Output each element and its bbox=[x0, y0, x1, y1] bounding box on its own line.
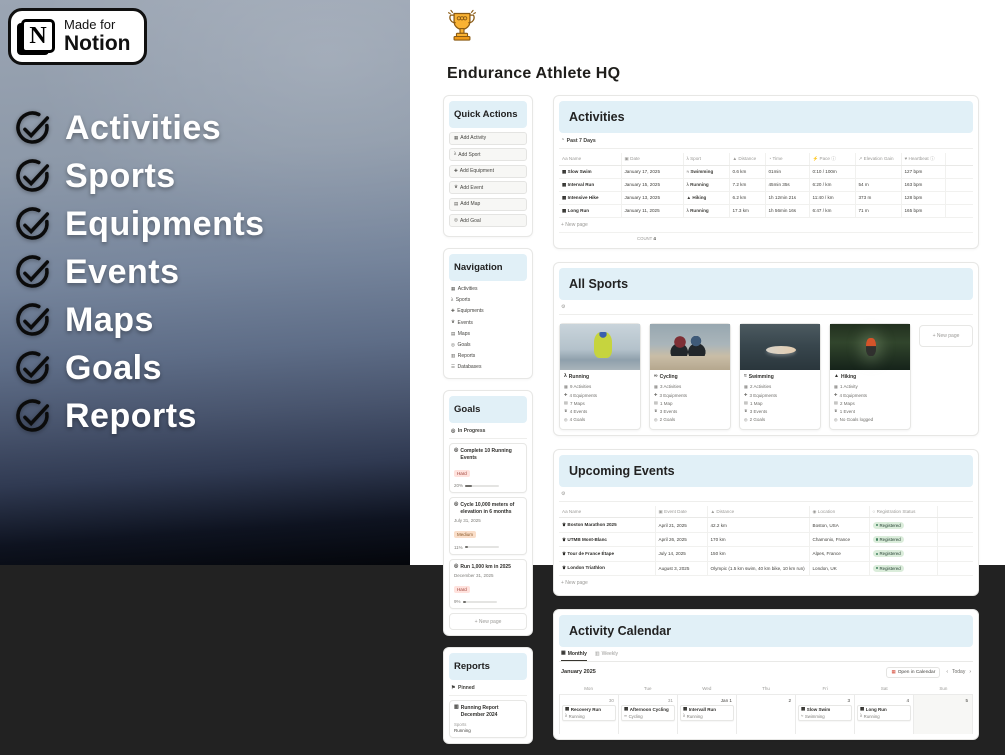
trophy-icon: ♛ bbox=[744, 408, 748, 414]
nav-link-equipments[interactable]: ✚ Equipments bbox=[451, 308, 484, 315]
running-icon: λ bbox=[860, 712, 863, 718]
calendar-event[interactable]: ▦ Afternoon Cycling ∞ Cycling bbox=[621, 705, 675, 721]
equipment-icon: ✚ bbox=[454, 167, 458, 173]
calendar-icon: ▣ bbox=[658, 508, 663, 514]
sport-card-swimming[interactable]: ≈ Swimming ▦ 2 Activities ✚ 3 Equipments ▤ 1 Map ♛ 3 Events ◎ 2 Goals bbox=[739, 323, 821, 430]
trophy-icon: ♛ bbox=[562, 522, 567, 528]
sport-card-cycling[interactable]: ∞ Cycling ▦ 3 Activities ✚ 3 Equipments ▤ 1 Map ♛ 3 Events ◎ 2 Goals bbox=[649, 323, 731, 430]
green-dot-icon bbox=[876, 567, 879, 570]
trophy-page-icon bbox=[443, 8, 481, 46]
calendar-header: Activity Calendar bbox=[559, 615, 973, 647]
swimming-icon: ≈ bbox=[801, 712, 804, 718]
goal-icon: ◎ bbox=[744, 416, 748, 422]
sport-icon: λ bbox=[451, 297, 454, 303]
report-card[interactable]: ▥ Running Report December 2024 Sports Running bbox=[449, 700, 527, 738]
calendar-event[interactable]: ▦ Intervall Run λ Running bbox=[680, 705, 734, 721]
sports-new-page-button[interactable]: + New page bbox=[919, 325, 973, 347]
elevation-icon: ↗ bbox=[858, 156, 863, 162]
progress-bar bbox=[465, 546, 499, 548]
calendar-event[interactable]: ▦ Long Run λ Running bbox=[857, 705, 911, 721]
goal-card[interactable]: ◎ Complete 10 Running Events Hard 20% bbox=[449, 443, 527, 493]
page-title: Endurance Athlete HQ bbox=[447, 65, 621, 82]
calendar-event[interactable]: ▦ Recovery Run λ Running bbox=[562, 705, 616, 721]
feature-label: Sports bbox=[65, 157, 176, 195]
report-icon: ▥ bbox=[451, 352, 456, 358]
equipment-icon: ✚ bbox=[564, 392, 568, 398]
activity-page-icon: ▦ bbox=[562, 182, 567, 188]
tab-weekly[interactable]: ▥ Weekly bbox=[594, 650, 618, 658]
calendar-event[interactable]: ▦ Slow Swim ≈ Swimming bbox=[798, 705, 852, 721]
goal-due-date: December 31, 2025 bbox=[454, 572, 494, 578]
swimming-photo bbox=[740, 324, 820, 370]
check-circle-icon bbox=[14, 350, 51, 387]
clock-icon: ◔ bbox=[561, 137, 565, 144]
next-month-button[interactable]: › bbox=[969, 669, 971, 676]
goal-card[interactable]: ◎ Run 1,000 km in 2025 December 31, 2025 Hard 9% bbox=[449, 559, 527, 610]
activities-table bbox=[559, 153, 973, 218]
calendar-icon: ▣ bbox=[624, 156, 629, 162]
nav-link-databases[interactable]: ☰ Databases bbox=[451, 364, 482, 371]
badge-line2: Notion bbox=[64, 31, 131, 55]
nav-link-reports[interactable]: ▥ Reports bbox=[451, 352, 476, 360]
upcoming-events-section bbox=[553, 449, 979, 596]
goal-icon: ◎ bbox=[454, 562, 459, 569]
calendar-day-2[interactable]: 2 bbox=[737, 695, 796, 734]
check-circle-icon bbox=[14, 206, 51, 243]
nav-link-goals[interactable]: ◎ Goals bbox=[451, 341, 471, 349]
all-sports-section bbox=[553, 262, 979, 436]
sport-icon: λ bbox=[686, 156, 689, 162]
activity-page-icon: ▦ bbox=[562, 208, 567, 214]
activity-row[interactable]: ▦ Slow Swim January 17, 2025 ≈ Swimming 0.6 km 01min 0:10 / 100m 127 bpm bbox=[559, 166, 973, 179]
progress-bar bbox=[463, 601, 497, 603]
difficulty-tag: Hard bbox=[454, 586, 470, 593]
sport-card-running[interactable]: λ Running ▦ 9 Activities ✚ 4 Equipments ▤ 7 Maps ♛ 4 Events ◎ 4 Goals bbox=[559, 323, 641, 430]
calendar-icon: ▥ bbox=[594, 650, 600, 657]
heartbeat-icon: ♥ bbox=[904, 156, 908, 161]
quick-actions-header: Quick Actions bbox=[449, 101, 527, 128]
feature-label: Maps bbox=[65, 301, 154, 339]
goals-new-page-button[interactable]: + New page bbox=[449, 613, 527, 630]
status-icon: ○ bbox=[872, 508, 876, 514]
activity-icon: ▦ bbox=[451, 285, 456, 291]
activity-icon: ▦ bbox=[564, 383, 568, 389]
add-activity-button[interactable]: ▦ Add Activity bbox=[449, 132, 527, 145]
open-in-calendar-button[interactable]: ▦ Open in Calendar bbox=[886, 667, 940, 678]
add-event-button[interactable]: ♛ Add Event bbox=[449, 181, 527, 194]
goal-icon: ◎ bbox=[654, 416, 658, 422]
feature-label: Events bbox=[65, 253, 180, 291]
notion-logo: N bbox=[21, 19, 55, 53]
navigation-header: Navigation bbox=[449, 254, 527, 281]
all-sports-header: All Sports bbox=[559, 268, 973, 300]
weekday-row: Mon Tue Wed Thu Fri Sat Sun bbox=[584, 685, 948, 691]
swimming-icon: ≈ bbox=[744, 373, 747, 380]
check-circle-icon bbox=[14, 302, 51, 339]
equipment-icon: ✚ bbox=[451, 308, 455, 314]
cycling-icon: ∞ bbox=[624, 712, 628, 718]
activities-header: Activities bbox=[559, 101, 973, 133]
map-icon: ▤ bbox=[451, 330, 456, 336]
feature-sports bbox=[14, 158, 265, 195]
goal-icon: ◎ bbox=[454, 447, 459, 453]
trophy-icon: ♛ bbox=[454, 184, 459, 190]
activities-filter-past7days[interactable]: ◔ Past 7 Days bbox=[559, 133, 973, 149]
cycling-icon: ∞ bbox=[654, 373, 658, 380]
equipment-icon: ✚ bbox=[834, 392, 838, 398]
feature-reports bbox=[14, 398, 265, 435]
feature-label: Goals bbox=[65, 349, 162, 387]
sport-card-hiking[interactable]: ▲ Hiking ▦ 1 Activity ✚ 4 Equipments ▤ 2 Maps ♛ 1 Event ◎ No Goals logged bbox=[829, 323, 911, 430]
goal-progress: 11% bbox=[454, 545, 522, 550]
calendar-day-31[interactable]: 31 ▦ Afternoon Cycling ∞ Cycling bbox=[619, 695, 678, 734]
gear-icon: ⚙ bbox=[561, 490, 566, 497]
calendar-tabs bbox=[559, 647, 973, 662]
map-icon: ▤ bbox=[744, 400, 748, 406]
calendar-toolbar bbox=[559, 662, 973, 683]
running-icon: λ bbox=[686, 182, 689, 188]
trophy-icon: ♛ bbox=[451, 319, 456, 325]
sport-icon: λ bbox=[454, 151, 457, 157]
trophy-icon: ♛ bbox=[562, 565, 567, 571]
text-type-icon: Aa bbox=[562, 508, 568, 514]
progress-bar bbox=[465, 485, 499, 487]
activity-row[interactable]: ▦ Interval Run January 15, 2025 λ Running 7.2 km 45min 35s 6:20 / km 54 m 163 bpm bbox=[559, 178, 973, 191]
activity-icon: ▦ bbox=[834, 383, 838, 389]
activity-page-icon: ▦ bbox=[562, 195, 567, 201]
database-icon: ☰ bbox=[451, 364, 456, 370]
goal-due-date: July 31, 2025 bbox=[454, 518, 481, 523]
text-type-icon: Aa bbox=[562, 156, 568, 162]
map-icon: ▤ bbox=[564, 400, 568, 406]
activities-table-header[interactable]: Aa Name ▣ Date λ Sport ▲ Distance ◔ Time ⚡ Pace ⓘ ↗ Elevation Gain ♥ Heartbeat ⓘ bbox=[559, 153, 973, 166]
feature-label: Reports bbox=[65, 397, 197, 435]
feature-goals bbox=[14, 350, 265, 387]
difficulty-tag: Hard bbox=[454, 470, 470, 477]
hiking-icon: ▲ bbox=[834, 373, 839, 380]
activity-icon: ▦ bbox=[744, 383, 748, 389]
difficulty-tag: Medium bbox=[454, 531, 476, 538]
activity-row[interactable]: ▦ Long Run January 11, 2025 λ Running 17.3 km 1h 56min 16s 6:47 / km 71 m 165 bpm bbox=[559, 204, 973, 217]
nav-link-events[interactable]: ♛ Events bbox=[451, 319, 473, 326]
activity-page-icon: ▦ bbox=[624, 706, 629, 712]
event-row[interactable]: ♛ Boston Marathon 2025 April 21, 2025 42.2 km Boston, USA Registered bbox=[559, 518, 973, 532]
trophy-icon: ♛ bbox=[562, 536, 567, 542]
goal-icon: ◎ bbox=[834, 416, 838, 422]
add-sport-button[interactable]: λ Add Sport bbox=[449, 148, 527, 161]
location-icon: ◉ bbox=[812, 508, 817, 514]
add-goal-button[interactable]: ◎ Add Goal bbox=[449, 214, 527, 227]
distance-icon: ▲ bbox=[710, 508, 716, 514]
check-circle-icon bbox=[14, 254, 51, 291]
report-icon: ▥ bbox=[454, 704, 459, 711]
distance-icon: ▲ bbox=[732, 156, 738, 162]
red-calendar-icon: ▦ bbox=[891, 669, 896, 675]
running-icon: λ bbox=[686, 208, 689, 214]
calendar-icon: ▦ bbox=[561, 650, 566, 657]
pin-icon: ⚑ bbox=[451, 684, 456, 691]
tab-monthly[interactable]: ▦ Monthly bbox=[561, 651, 587, 661]
gear-icon: ⚙ bbox=[561, 303, 566, 310]
cycling-photo bbox=[650, 324, 730, 370]
today-button[interactable]: Today bbox=[951, 669, 966, 676]
time-icon: ◔ bbox=[768, 156, 772, 162]
goals-header: Goals bbox=[449, 396, 527, 423]
hero-photo-panel bbox=[0, 0, 410, 565]
add-map-button[interactable]: ▤ Add Map bbox=[449, 198, 527, 211]
registered-badge: Registered bbox=[873, 565, 904, 572]
activities-count[interactable]: COUNT 4 bbox=[637, 235, 656, 241]
calendar-day-5[interactable]: 5 bbox=[914, 695, 973, 734]
goal-icon: ◎ bbox=[451, 427, 456, 434]
goals-filter-in-progress[interactable]: ◎ In Progress bbox=[449, 423, 527, 439]
running-photo bbox=[560, 324, 640, 370]
events-settings[interactable] bbox=[559, 487, 973, 502]
goal-icon: ◎ bbox=[454, 501, 459, 507]
feature-list bbox=[14, 110, 265, 446]
equipment-icon: ✚ bbox=[744, 392, 748, 398]
pace-icon: ⚡ bbox=[812, 156, 819, 161]
calendar-day-jan1[interactable]: Jan 1 ▦ Intervall Run λ Running bbox=[678, 695, 737, 734]
trophy-icon: ♛ bbox=[654, 408, 658, 414]
registered-badge: Registered bbox=[873, 536, 904, 543]
calendar-day-30[interactable]: 30 ▦ Recovery Run λ Running bbox=[559, 695, 619, 734]
feature-equipments bbox=[14, 206, 265, 243]
running-icon: λ bbox=[683, 712, 686, 718]
navigation-section bbox=[443, 248, 533, 380]
calendar-day-3[interactable]: 3 ▦ Slow Swim ≈ Swimming bbox=[796, 695, 855, 734]
reports-filter-pinned[interactable]: ⚑ Pinned bbox=[449, 680, 527, 696]
events-table bbox=[559, 506, 973, 576]
reports-section bbox=[443, 647, 533, 744]
map-icon: ▤ bbox=[654, 400, 658, 406]
feature-events bbox=[14, 254, 265, 291]
sports-gallery bbox=[559, 319, 973, 430]
event-row[interactable]: ♛ Tour de France Étape July 14, 2025 150 km Alpes, France Registered bbox=[559, 547, 973, 561]
activity-icon: ▦ bbox=[654, 383, 658, 389]
map-icon: ▤ bbox=[454, 200, 459, 206]
activities-new-page-button[interactable]: + New page bbox=[559, 218, 973, 233]
activity-icon: ▦ bbox=[454, 134, 459, 140]
prev-month-button[interactable]: ‹ bbox=[946, 669, 948, 676]
notion-page bbox=[410, 0, 1005, 733]
check-circle-icon bbox=[14, 398, 51, 435]
green-dot-icon bbox=[876, 553, 879, 556]
activity-page-icon: ▦ bbox=[683, 706, 688, 712]
feature-maps bbox=[14, 302, 265, 339]
calendar-month-label: January 2025 bbox=[561, 669, 596, 676]
nav-link-sports[interactable]: λ Sports bbox=[451, 297, 471, 304]
feature-label: Activities bbox=[65, 109, 222, 147]
activity-calendar-section bbox=[553, 609, 979, 740]
map-icon: ▤ bbox=[834, 400, 838, 406]
green-dot-icon bbox=[876, 524, 879, 527]
upcoming-events-header: Upcoming Events bbox=[559, 455, 973, 487]
calendar-grid bbox=[559, 694, 973, 734]
check-circle-icon bbox=[14, 110, 51, 147]
activity-page-icon: ▦ bbox=[860, 706, 865, 712]
goal-progress: 9% bbox=[454, 599, 522, 604]
events-table-header[interactable]: Aa Name ▣ Event Date ▲ Distance ◉ Location ○ Registration Status bbox=[559, 506, 973, 518]
add-equipment-button[interactable]: ✚ Add Equipment bbox=[449, 165, 527, 178]
all-sports-settings[interactable] bbox=[559, 300, 973, 315]
trophy-icon: ♛ bbox=[834, 408, 838, 414]
nav-link-maps[interactable]: ▤ Maps bbox=[451, 330, 470, 337]
activity-page-icon: ▦ bbox=[565, 706, 570, 712]
nav-link-activities[interactable]: ▦ Activities bbox=[451, 285, 478, 293]
report-field-value: Running bbox=[454, 727, 471, 733]
activity-page-icon: ▦ bbox=[801, 706, 806, 712]
running-icon: λ bbox=[565, 712, 568, 718]
activity-page-icon: ▦ bbox=[562, 169, 567, 175]
goal-icon: ◎ bbox=[564, 416, 568, 422]
equipment-icon: ✚ bbox=[654, 392, 658, 398]
green-dot-icon bbox=[876, 538, 879, 541]
hiking-icon: ▲ bbox=[686, 195, 692, 201]
trophy-icon: ♛ bbox=[564, 408, 568, 414]
trophy-icon: ♛ bbox=[562, 551, 567, 557]
running-icon: λ bbox=[564, 373, 567, 380]
registered-badge: Registered bbox=[873, 522, 904, 529]
goal-progress: 20% bbox=[454, 483, 522, 488]
quick-actions-section bbox=[443, 95, 533, 237]
activity-row[interactable]: ▦ Intensive Hike January 13, 2025 ▲ Hiking 6.2 km 1h 12min 21s 11:40 / km 373 m 128 bpm bbox=[559, 191, 973, 204]
events-new-page-button[interactable]: + New page bbox=[561, 579, 588, 586]
reports-header: Reports bbox=[449, 653, 527, 680]
goal-icon: ◎ bbox=[451, 341, 455, 347]
made-for-notion-badge bbox=[8, 8, 147, 65]
activities-section bbox=[553, 95, 979, 249]
calendar-day-4[interactable]: 4 ▦ Long Run λ Running bbox=[855, 695, 914, 734]
check-circle-icon bbox=[14, 158, 51, 195]
event-row[interactable]: ♛ UTMB Mont-Blanc April 26, 2025 170 km Chamonix, France Registered bbox=[559, 532, 973, 546]
goals-section bbox=[443, 390, 533, 636]
goal-card[interactable]: ◎ Cycle 10,000 meters of elevation in 6 months July 31, 2025 Medium 11% bbox=[449, 497, 527, 555]
swimming-icon: ≈ bbox=[686, 169, 690, 175]
registered-badge: Registered bbox=[873, 550, 904, 557]
feature-label: Equipments bbox=[65, 205, 265, 243]
goal-icon: ◎ bbox=[454, 217, 458, 223]
report-field-label: Sports bbox=[454, 721, 467, 727]
feature-activities bbox=[14, 110, 265, 147]
event-row[interactable]: ♛ London Triathlon August 3, 2025 Olympic (1.5 km swim, 40 km bike, 10 km run) London, UK Registered bbox=[559, 561, 973, 575]
hiking-photo bbox=[830, 324, 910, 370]
badge-line1: Made for bbox=[64, 17, 116, 32]
